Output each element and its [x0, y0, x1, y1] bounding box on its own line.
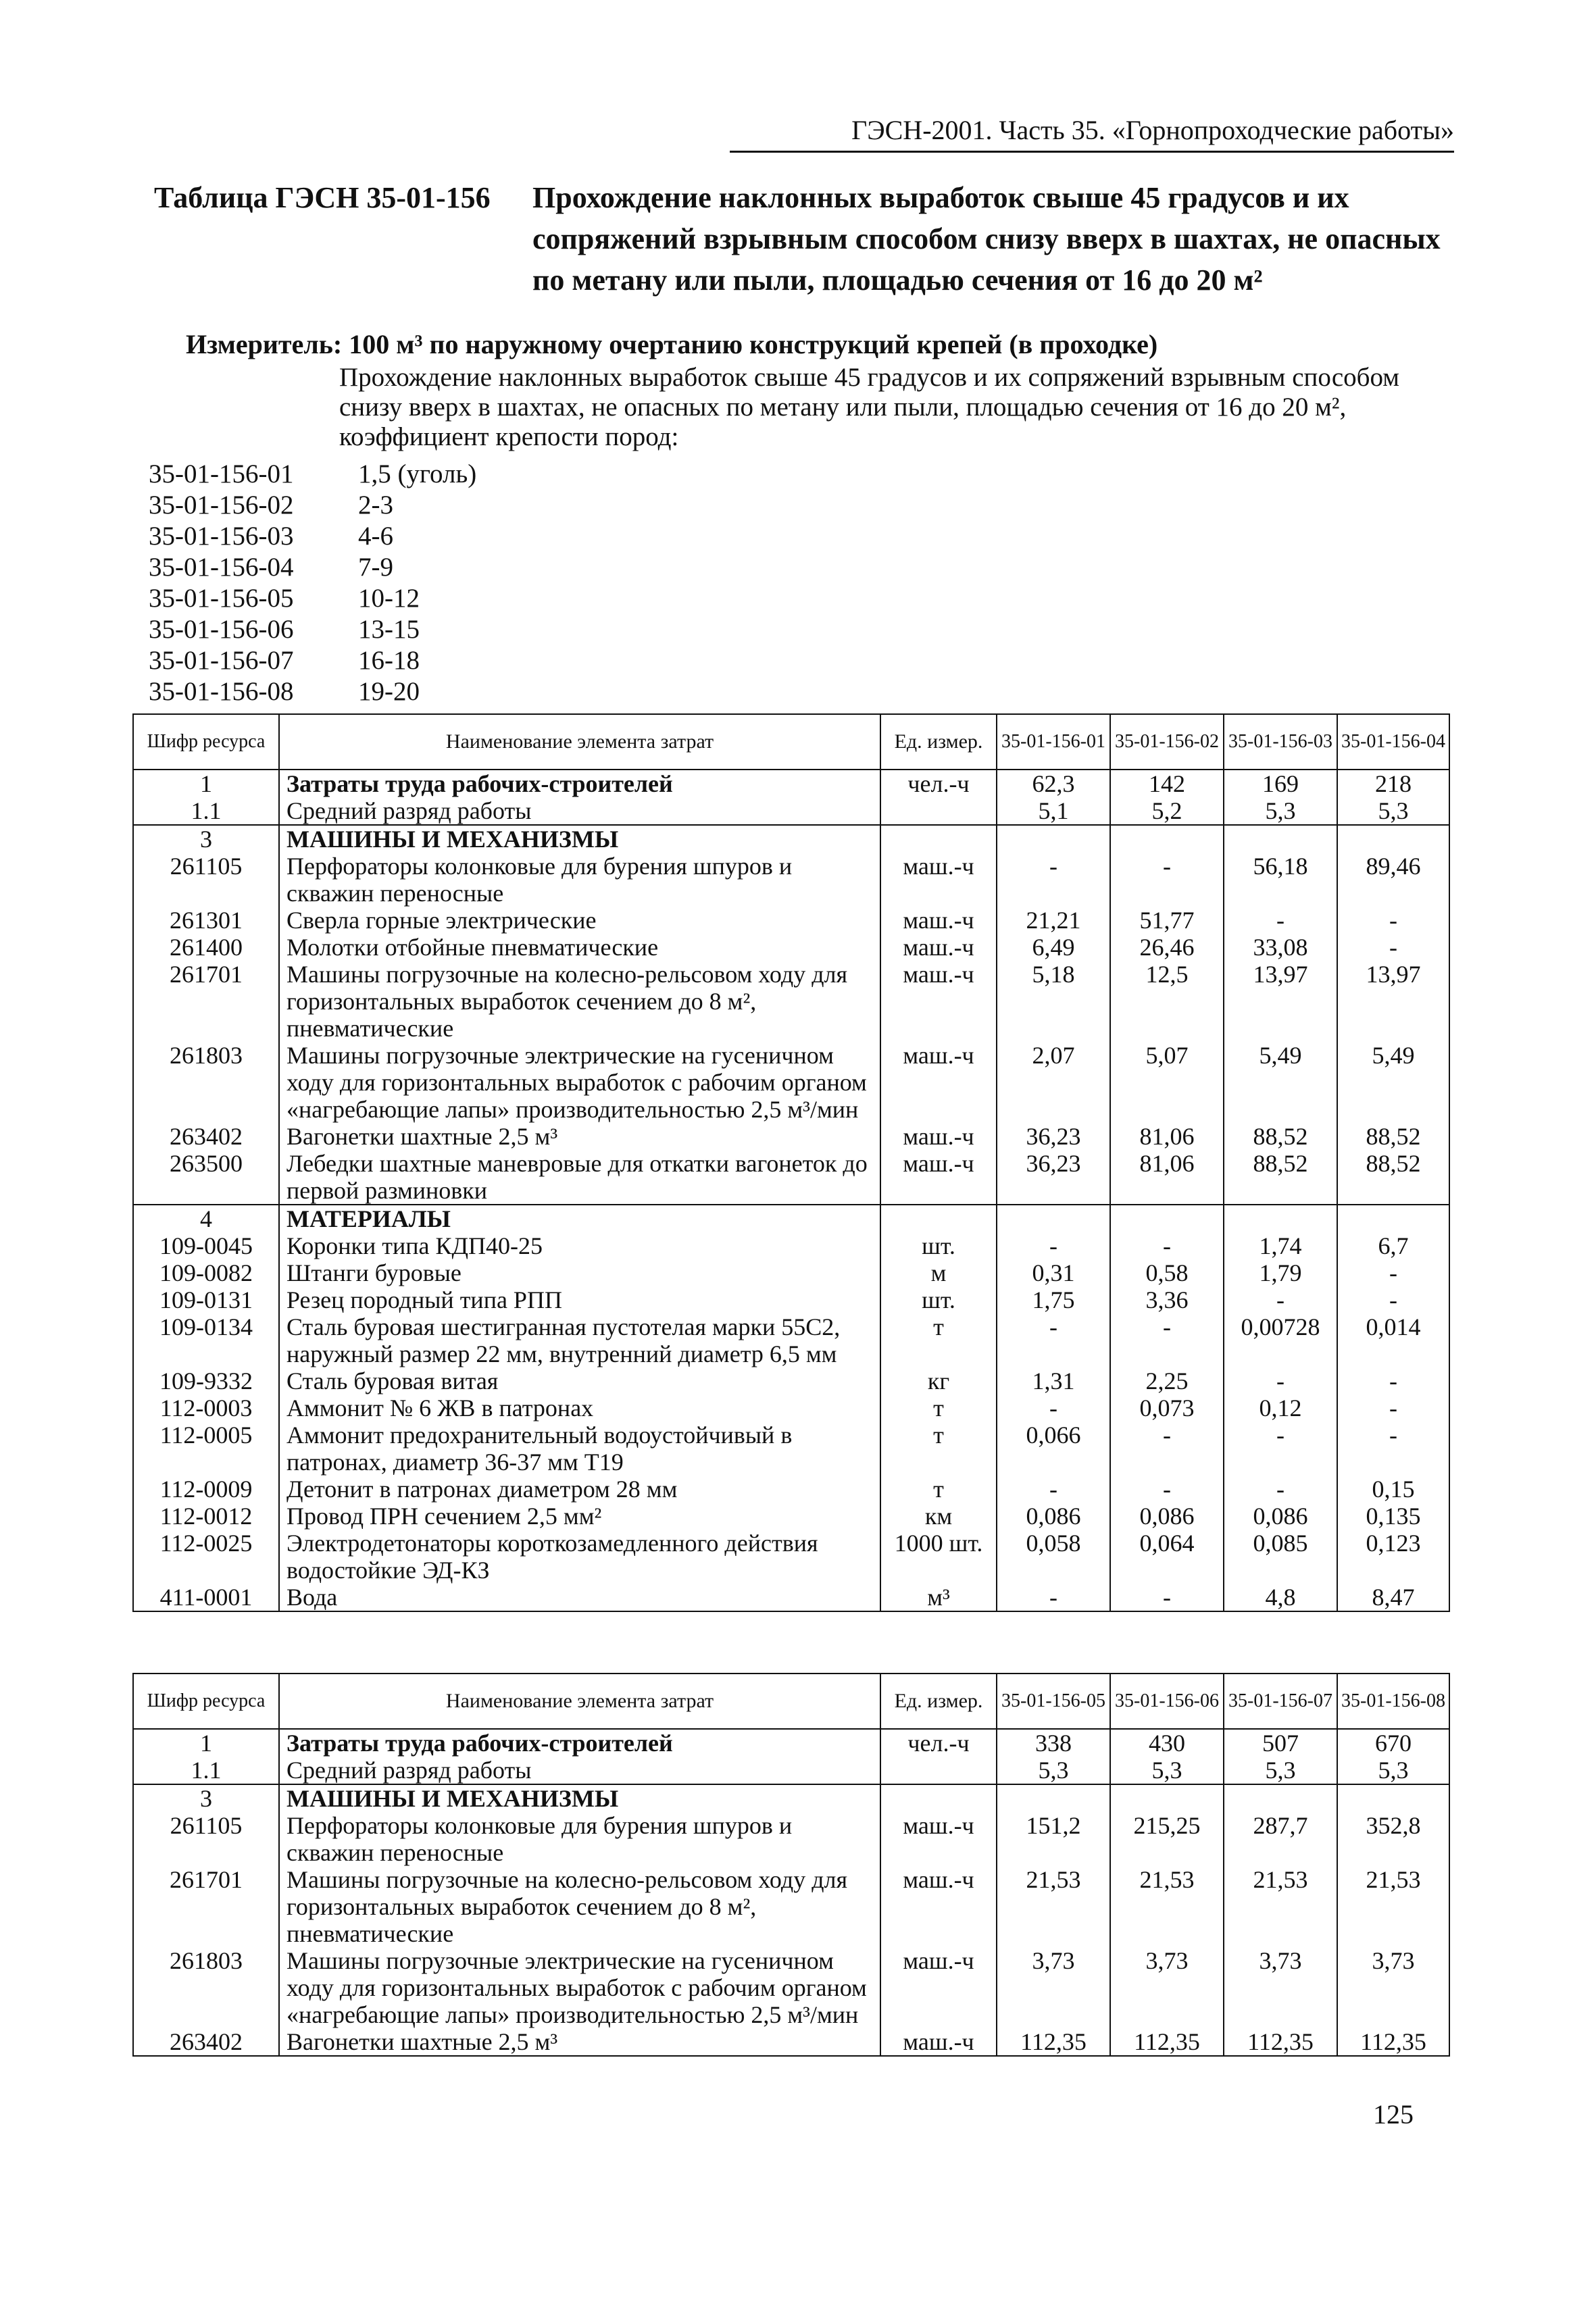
- resource-value: 51,77: [1110, 907, 1224, 934]
- header-column-code: 35-01-156-07: [1224, 1674, 1337, 1729]
- resource-value: 352,8: [1337, 1812, 1449, 1866]
- resource-value: -: [1337, 1422, 1449, 1476]
- resource-name: Машины погрузочные электрические на гусеничном ходу для горизонтальных выработок с рабочим органом «нагребающие лапы» производительностью 2,5 м³/мин: [279, 1947, 880, 2028]
- resource-value: [997, 1205, 1110, 1232]
- code-list-item: [149, 645, 476, 676]
- resource-unit: чел.-ч: [880, 1729, 997, 1757]
- resource-value: 5,2: [1110, 797, 1224, 825]
- resource-table-1: [132, 713, 1450, 1612]
- resource-value: 21,53: [1110, 1866, 1224, 1947]
- resource-name: Перфораторы колонковые для бурения шпуров и скважин переносные: [279, 1812, 880, 1866]
- resource-code: 261803: [133, 1042, 279, 1123]
- resource-value: 112,35: [1110, 2028, 1224, 2056]
- resource-code: 112-0025: [133, 1530, 279, 1584]
- header-column-code: 35-01-156-02: [1110, 714, 1224, 770]
- resource-value: 13,97: [1337, 961, 1449, 1042]
- resource-value: -: [1337, 907, 1449, 934]
- resource-value: 430: [1110, 1729, 1224, 1757]
- resource-value: 0,31: [997, 1259, 1110, 1286]
- resource-code: 109-0045: [133, 1232, 279, 1259]
- resource-value: -: [1337, 1259, 1449, 1286]
- running-header: ГЭСН-2001. Часть 35. «Горнопроходческие работы»: [851, 115, 1454, 145]
- resource-value: 5,3: [1337, 797, 1449, 825]
- resource-name: Молотки отбойные пневматические: [279, 934, 880, 961]
- resource-name: МАТЕРИАЛЫ: [279, 1205, 880, 1232]
- resource-unit: [880, 1205, 997, 1232]
- resource-unit: т: [880, 1313, 997, 1367]
- resource-value: 1,75: [997, 1286, 1110, 1313]
- resource-code: 263402: [133, 1123, 279, 1150]
- resource-value: 1,31: [997, 1367, 1110, 1394]
- resource-code: 1: [133, 770, 279, 797]
- resource-code: 411-0001: [133, 1584, 279, 1611]
- resource-value: 3,73: [1337, 1947, 1449, 2028]
- resource-unit: маш.-ч: [880, 1042, 997, 1123]
- code-list-code: 35-01-156-02: [149, 491, 294, 520]
- resource-name: Машины погрузочные электрические на гусеничном ходу для горизонтальных выработок с рабочим органом «нагребающие лапы» производительностью 2,5 м³/мин: [279, 1042, 880, 1123]
- resource-code: 261701: [133, 1866, 279, 1947]
- resource-value: 0,073: [1110, 1394, 1224, 1422]
- resource-code: 261701: [133, 961, 279, 1042]
- resource-unit: чел.-ч: [880, 770, 997, 797]
- resource-value: -: [1337, 934, 1449, 961]
- resource-value: -: [1224, 907, 1337, 934]
- resource-value: 5,3: [1110, 1757, 1224, 1784]
- resource-unit: [880, 1757, 997, 1784]
- resource-unit: т: [880, 1422, 997, 1476]
- table-row: [133, 1232, 1449, 1259]
- resource-value: 3,36: [1110, 1286, 1224, 1313]
- resource-value: 6,49: [997, 934, 1110, 961]
- resource-value: 88,52: [1337, 1150, 1449, 1205]
- table-row: [133, 1584, 1449, 1611]
- resource-value: 5,3: [1224, 797, 1337, 825]
- resource-value: -: [1224, 1286, 1337, 1313]
- resource-value: 4,8: [1224, 1584, 1337, 1611]
- resource-value: 0,135: [1337, 1503, 1449, 1530]
- table-row: [133, 1123, 1449, 1150]
- table-row: [133, 961, 1449, 1042]
- header-column-code: 35-01-156-01: [997, 714, 1110, 770]
- page-number: 125: [1373, 2099, 1414, 2130]
- table-row: [133, 1757, 1449, 1784]
- resource-value: 33,08: [1224, 934, 1337, 961]
- header-column-code: 35-01-156-04: [1337, 714, 1449, 770]
- code-list-value: 13-15: [358, 615, 420, 644]
- resource-value: -: [997, 1476, 1110, 1503]
- resource-value: 26,46: [1110, 934, 1224, 961]
- code-list-code: 35-01-156-03: [149, 522, 294, 551]
- resource-value: 0,086: [1224, 1503, 1337, 1530]
- resource-unit: маш.-ч: [880, 907, 997, 934]
- resource-value: 169: [1224, 770, 1337, 797]
- code-list-value: 10-12: [358, 584, 420, 613]
- code-list-code: 35-01-156-07: [149, 646, 294, 675]
- resource-value: -: [1224, 1476, 1337, 1503]
- resource-value: -: [997, 1584, 1110, 1611]
- resource-value: -: [1337, 1394, 1449, 1422]
- resource-value: 215,25: [1110, 1812, 1224, 1866]
- resource-code: 4: [133, 1205, 279, 1232]
- resource-value: -: [997, 853, 1110, 907]
- code-list-value: 1,5 (уголь): [358, 459, 477, 488]
- resource-value: [1337, 825, 1449, 853]
- table-row: [133, 1259, 1449, 1286]
- resource-value: 5,18: [997, 961, 1110, 1042]
- resource-value: -: [1110, 1584, 1224, 1611]
- resource-value: 56,18: [1224, 853, 1337, 907]
- resource-name: Машины погрузочные на колесно-рельсовом ходу для горизонтальных выработок сечением до 8 м², пневматические: [279, 961, 880, 1042]
- resource-value: 5,1: [997, 797, 1110, 825]
- resource-value: 2,07: [997, 1042, 1110, 1123]
- resource-value: 36,23: [997, 1150, 1110, 1205]
- header-rule: [730, 151, 1454, 153]
- resource-code: 112-0003: [133, 1394, 279, 1422]
- resource-code: 1.1: [133, 797, 279, 825]
- code-list-item: [149, 614, 476, 645]
- table-header-row: [133, 1674, 1449, 1729]
- resource-value: -: [1110, 1232, 1224, 1259]
- table-row: [133, 2028, 1449, 2056]
- code-list-value: 2-3: [358, 491, 393, 520]
- resource-name: Электродетонаторы короткозамедленного действия водостойкие ЭД-КЗ: [279, 1530, 880, 1584]
- resource-code: 3: [133, 825, 279, 853]
- resource-value: 81,06: [1110, 1150, 1224, 1205]
- code-list-code: 35-01-156-06: [149, 615, 294, 644]
- resource-value: 0,066: [997, 1422, 1110, 1476]
- table-row: [133, 1394, 1449, 1422]
- resource-unit: м: [880, 1259, 997, 1286]
- resource-name: Провод ПРН сечением 2,5 мм²: [279, 1503, 880, 1530]
- resource-value: [997, 825, 1110, 853]
- code-list-value: 19-20: [358, 677, 420, 706]
- resource-name: МАШИНЫ И МЕХАНИЗМЫ: [279, 1784, 880, 1812]
- resource-code: 109-0082: [133, 1259, 279, 1286]
- resource-value: [1224, 1205, 1337, 1232]
- resource-value: 5,3: [997, 1757, 1110, 1784]
- resource-value: 5,07: [1110, 1042, 1224, 1123]
- resource-value: 88,52: [1224, 1123, 1337, 1150]
- table-row: [133, 1286, 1449, 1313]
- resource-name: Машины погрузочные на колесно-рельсовом ходу для горизонтальных выработок сечением до 8 м², пневматические: [279, 1866, 880, 1947]
- resource-value: -: [997, 1313, 1110, 1367]
- resource-unit: маш.-ч: [880, 2028, 997, 2056]
- resource-value: 3,73: [1110, 1947, 1224, 2028]
- table-row: [133, 1150, 1449, 1205]
- header-name: Наименование элемента затрат: [279, 1674, 880, 1729]
- resource-value: [1224, 825, 1337, 853]
- table-row: [133, 1422, 1449, 1476]
- resource-name: Сталь буровая витая: [279, 1367, 880, 1394]
- resource-value: [1110, 825, 1224, 853]
- resource-code: 261105: [133, 1812, 279, 1866]
- resource-value: -: [997, 1232, 1110, 1259]
- resource-value: 5,49: [1224, 1042, 1337, 1123]
- table-row: [133, 1042, 1449, 1123]
- header-name: Наименование элемента затрат: [279, 714, 880, 770]
- resource-name: Лебедки шахтные маневровые для откатки вагонеток до первой разминовки: [279, 1150, 880, 1205]
- resource-value: [1110, 1784, 1224, 1812]
- code-list-item: [149, 552, 476, 583]
- resource-name: Средний разряд работы: [279, 797, 880, 825]
- table-row: [133, 1205, 1449, 1232]
- code-list-value: 16-18: [358, 646, 420, 675]
- resource-unit: шт.: [880, 1232, 997, 1259]
- header-unit: Ед. измер.: [880, 1674, 997, 1729]
- table-row: [133, 770, 1449, 797]
- resource-value: -: [1110, 853, 1224, 907]
- resource-name: Затраты труда рабочих-строителей: [279, 770, 880, 797]
- resource-table-2: [132, 1673, 1450, 2057]
- code-list-item: [149, 490, 476, 521]
- resource-value: -: [1224, 1422, 1337, 1476]
- resource-name: Вагонетки шахтные 2,5 м³: [279, 1123, 880, 1150]
- resource-value: 5,3: [1337, 1757, 1449, 1784]
- table-row: [133, 797, 1449, 825]
- resource-value: 0,064: [1110, 1530, 1224, 1584]
- resource-unit: 1000 шт.: [880, 1530, 997, 1584]
- resource-value: 0,00728: [1224, 1313, 1337, 1367]
- resource-code: 1.1: [133, 1757, 279, 1784]
- resource-value: 5,3: [1224, 1757, 1337, 1784]
- resource-value: 21,53: [997, 1866, 1110, 1947]
- table-row: [133, 1784, 1449, 1812]
- resource-unit: шт.: [880, 1286, 997, 1313]
- resource-code: 261301: [133, 907, 279, 934]
- header-code: Шифр ресурса: [133, 714, 279, 770]
- resource-name: Детонит в патронах диаметром 28 мм: [279, 1476, 880, 1503]
- resource-value: 0,058: [997, 1530, 1110, 1584]
- resource-unit: маш.-ч: [880, 1866, 997, 1947]
- resource-value: 0,086: [1110, 1503, 1224, 1530]
- table-row: [133, 1313, 1449, 1367]
- resource-value: -: [1224, 1367, 1337, 1394]
- resource-code: 3: [133, 1784, 279, 1812]
- resource-value: 112,35: [1224, 2028, 1337, 2056]
- resource-code: 112-0009: [133, 1476, 279, 1503]
- table-row: [133, 825, 1449, 853]
- resource-value: 3,73: [1224, 1947, 1337, 2028]
- header-code: Шифр ресурса: [133, 1674, 279, 1729]
- resource-code: 112-0005: [133, 1422, 279, 1476]
- resource-value: 36,23: [997, 1123, 1110, 1150]
- resource-unit: т: [880, 1476, 997, 1503]
- resource-value: -: [997, 1394, 1110, 1422]
- resource-value: 6,7: [1337, 1232, 1449, 1259]
- code-list-value: 7-9: [358, 553, 393, 582]
- resource-value: 142: [1110, 770, 1224, 797]
- resource-value: 8,47: [1337, 1584, 1449, 1611]
- resource-unit: маш.-ч: [880, 1947, 997, 2028]
- resource-name: Аммонит предохранительный водоустойчивый в патронах, диаметр 36-37 мм Т19: [279, 1422, 880, 1476]
- header-column-code: 35-01-156-08: [1337, 1674, 1449, 1729]
- resource-value: 88,52: [1224, 1150, 1337, 1205]
- table-row: [133, 1729, 1449, 1757]
- resource-value: 12,5: [1110, 961, 1224, 1042]
- resource-value: [997, 1784, 1110, 1812]
- work-description: Прохождение наклонных выработок свыше 45 градусов и их сопряжений взрывным способом снизу вверх в шахтах, не опасных по метану или пыли, площадью сечения от 16 до 20 м², коэффициент крепости пород:: [339, 363, 1399, 451]
- resource-value: [1337, 1205, 1449, 1232]
- resource-value: 0,12: [1224, 1394, 1337, 1422]
- header-unit: Ед. измер.: [880, 714, 997, 770]
- resource-value: -: [1337, 1286, 1449, 1313]
- resource-name: Штанги буровые: [279, 1259, 880, 1286]
- table-row: [133, 1367, 1449, 1394]
- resource-name: Перфораторы колонковые для бурения шпуров и скважин переносные: [279, 853, 880, 907]
- resource-code: 1: [133, 1729, 279, 1757]
- resource-value: 0,086: [997, 1503, 1110, 1530]
- resource-value: -: [1110, 1422, 1224, 1476]
- resource-value: [1224, 1784, 1337, 1812]
- resource-value: [1337, 1784, 1449, 1812]
- resource-value: 62,3: [997, 770, 1110, 797]
- code-list-code: 35-01-156-04: [149, 553, 294, 582]
- resource-code: 261803: [133, 1947, 279, 2028]
- resource-code: 261400: [133, 934, 279, 961]
- resource-value: 338: [997, 1729, 1110, 1757]
- header-column-code: 35-01-156-05: [997, 1674, 1110, 1729]
- resource-unit: маш.-ч: [880, 1150, 997, 1205]
- resource-value: 112,35: [1337, 2028, 1449, 2056]
- resource-value: 5,49: [1337, 1042, 1449, 1123]
- table-row: [133, 1947, 1449, 2028]
- resource-value: 0,58: [1110, 1259, 1224, 1286]
- resource-value: 2,25: [1110, 1367, 1224, 1394]
- table-title-text: Прохождение наклонных выработок свыше 45 градусов и их сопряжений взрывным способом снизу вверх в шахтах, не опасных по метану или пыли, площадью сечения от 16 до 20 м²: [532, 181, 1441, 297]
- resource-value: 287,7: [1224, 1812, 1337, 1866]
- resource-value: 112,35: [997, 2028, 1110, 2056]
- code-list-item: [149, 521, 476, 552]
- code-list: [149, 459, 476, 707]
- resource-name: Резец породный типа РПП: [279, 1286, 880, 1313]
- resource-value: 81,06: [1110, 1123, 1224, 1150]
- header-column-code: 35-01-156-06: [1110, 1674, 1224, 1729]
- resource-value: -: [1337, 1367, 1449, 1394]
- resource-value: 21,53: [1224, 1866, 1337, 1947]
- resource-value: 0,123: [1337, 1530, 1449, 1584]
- resource-value: 670: [1337, 1729, 1449, 1757]
- table-row: [133, 1530, 1449, 1584]
- resource-value: 3,73: [997, 1947, 1110, 2028]
- resource-value: 13,97: [1224, 961, 1337, 1042]
- resource-value: 21,21: [997, 907, 1110, 934]
- resource-name: Средний разряд работы: [279, 1757, 880, 1784]
- table-row: [133, 1866, 1449, 1947]
- resource-value: 507: [1224, 1729, 1337, 1757]
- resource-value: 21,53: [1337, 1866, 1449, 1947]
- resource-value: 1,74: [1224, 1232, 1337, 1259]
- resource-value: 0,085: [1224, 1530, 1337, 1584]
- resource-value: 0,014: [1337, 1313, 1449, 1367]
- code-list-code: 35-01-156-08: [149, 677, 294, 706]
- resource-value: 1,79: [1224, 1259, 1337, 1286]
- resource-unit: км: [880, 1503, 997, 1530]
- resource-value: 151,2: [997, 1812, 1110, 1866]
- resource-code: 261105: [133, 853, 279, 907]
- table-row: [133, 934, 1449, 961]
- resource-value: 0,15: [1337, 1476, 1449, 1503]
- resource-value: 89,46: [1337, 853, 1449, 907]
- resource-value: 218: [1337, 770, 1449, 797]
- resource-unit: кг: [880, 1367, 997, 1394]
- resource-unit: маш.-ч: [880, 934, 997, 961]
- resource-unit: [880, 1784, 997, 1812]
- resource-unit: т: [880, 1394, 997, 1422]
- resource-code: 112-0012: [133, 1503, 279, 1530]
- table-row: [133, 1476, 1449, 1503]
- code-list-code: 35-01-156-05: [149, 584, 294, 613]
- code-list-value: 4-6: [358, 522, 393, 551]
- resource-name: Сверла горные электрические: [279, 907, 880, 934]
- resource-name: МАШИНЫ И МЕХАНИЗМЫ: [279, 825, 880, 853]
- resource-unit: [880, 797, 997, 825]
- resource-code: 263402: [133, 2028, 279, 2056]
- resource-unit: маш.-ч: [880, 853, 997, 907]
- resource-code: 109-9332: [133, 1367, 279, 1394]
- resource-unit: м³: [880, 1584, 997, 1611]
- resource-name: Затраты труда рабочих-строителей: [279, 1729, 880, 1757]
- table-row: [133, 853, 1449, 907]
- resource-unit: [880, 825, 997, 853]
- table-header-row: [133, 714, 1449, 770]
- resource-name: Вагонетки шахтные 2,5 м³: [279, 2028, 880, 2056]
- code-list-code: 35-01-156-01: [149, 459, 294, 488]
- resource-value: -: [1110, 1313, 1224, 1367]
- table-row: [133, 1812, 1449, 1866]
- resource-unit: маш.-ч: [880, 1812, 997, 1866]
- resource-name: Коронки типа КДП40-25: [279, 1232, 880, 1259]
- resource-name: Вода: [279, 1584, 880, 1611]
- resource-unit: маш.-ч: [880, 1123, 997, 1150]
- resource-code: 263500: [133, 1150, 279, 1205]
- code-list-item: [149, 676, 476, 707]
- resource-value: [1110, 1205, 1224, 1232]
- resource-value: 88,52: [1337, 1123, 1449, 1150]
- code-list-item: [149, 459, 476, 490]
- code-list-item: [149, 583, 476, 614]
- resource-unit: маш.-ч: [880, 961, 997, 1042]
- table-row: [133, 1503, 1449, 1530]
- resource-code: 109-0134: [133, 1313, 279, 1367]
- resource-value: -: [1110, 1476, 1224, 1503]
- table-title-number: Таблица ГЭСН 35-01-156: [154, 181, 491, 214]
- resource-name: Сталь буровая шестигранная пустотелая марки 55С2, наружный размер 22 мм, внутренний диаметр 6,5 мм: [279, 1313, 880, 1367]
- table-row: [133, 907, 1449, 934]
- resource-name: Аммонит № 6 ЖВ в патронах: [279, 1394, 880, 1422]
- header-column-code: 35-01-156-03: [1224, 714, 1337, 770]
- resource-code: 109-0131: [133, 1286, 279, 1313]
- measure-unit: Измеритель: 100 м³ по наружному очертанию конструкций крепей (в проходке): [186, 329, 1158, 359]
